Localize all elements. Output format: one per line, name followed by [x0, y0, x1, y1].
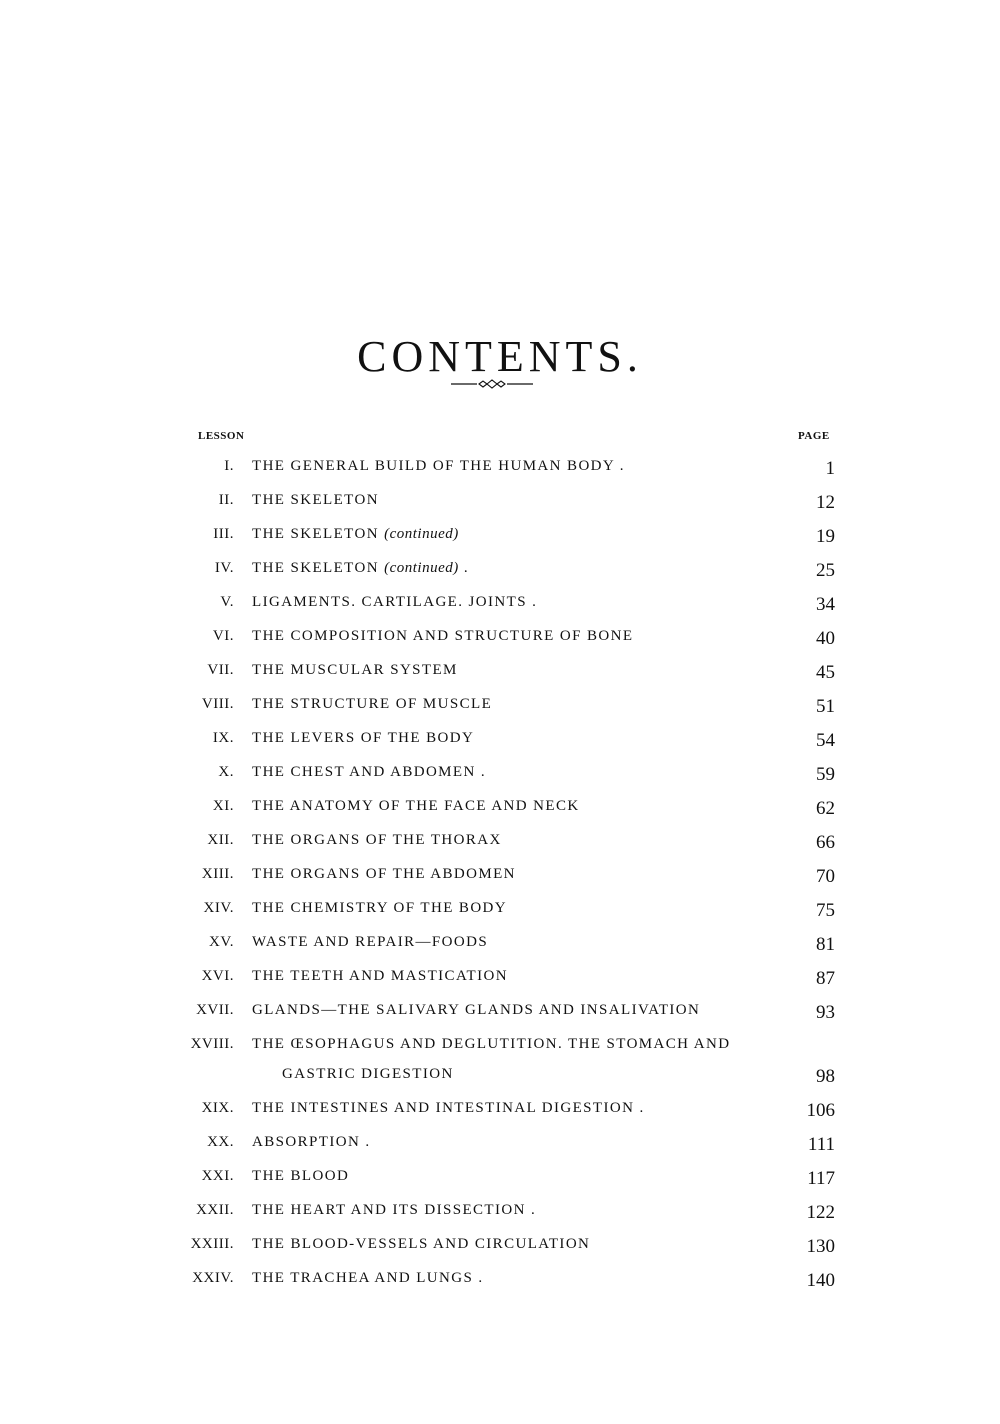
lesson-title-text: THE CHEMISTRY OF THE BODY: [252, 900, 508, 916]
page-number: 81: [816, 934, 835, 955]
lesson-number: XVI.: [201, 968, 234, 984]
toc-entry: [0, 1100, 1000, 1130]
lesson-number: XXI.: [201, 1168, 234, 1184]
lesson-number: XIX.: [201, 1100, 234, 1116]
lesson-title-text: LIGAMENTS. CARTILAGE. JOINTS .: [252, 594, 538, 610]
lesson-title: [252, 560, 469, 577]
toc-entry: [0, 832, 1000, 862]
toc-entry: [0, 628, 1000, 658]
lesson-number: VIII.: [201, 696, 234, 712]
lesson-title: [252, 1202, 536, 1219]
toc-entry: [0, 594, 1000, 624]
page-number: 70: [816, 866, 835, 887]
lesson-number: I.: [224, 458, 234, 474]
lesson-title-text: THE STRUCTURE OF MUSCLE: [252, 696, 493, 712]
page-number: 130: [806, 1236, 835, 1257]
lesson-title-text: THE ORGANS OF THE THORAX: [252, 832, 502, 848]
lesson-number: XII.: [207, 832, 234, 848]
lesson-title-text: THE ANATOMY OF THE FACE AND NECK: [252, 798, 580, 814]
page-number: 106: [806, 1100, 835, 1121]
lesson-title: [252, 1002, 700, 1019]
lesson-number: III.: [213, 526, 234, 542]
lesson-title-text: THE SKELETON: [252, 492, 379, 508]
toc-entry: [0, 730, 1000, 760]
lesson-title: [252, 832, 502, 849]
lesson-number: XX.: [207, 1134, 234, 1150]
lesson-title: [252, 458, 625, 475]
lesson-number: II.: [218, 492, 234, 508]
page-number: 25: [816, 560, 835, 581]
page-number: 122: [806, 1202, 835, 1223]
lesson-number: XIII.: [201, 866, 234, 882]
lesson-title: [252, 968, 508, 985]
lesson-title-text: WASTE AND REPAIR—FOODS: [252, 934, 489, 950]
lesson-number: XXII.: [196, 1202, 234, 1218]
toc-entry: [0, 866, 1000, 896]
page-number: 51: [816, 696, 835, 717]
toc-entry: [0, 968, 1000, 998]
lesson-title-text: THE ŒSOPHAGUS AND DEGLUTITION. THE STOMACH AND: [252, 1036, 731, 1052]
lesson-title-text: THE BLOOD-VESSELS AND CIRCULATION: [252, 1236, 591, 1252]
lesson-title: [252, 1270, 484, 1287]
lesson-title-suffix: .: [463, 560, 470, 576]
toc-entry: [0, 526, 1000, 556]
lesson-title: [252, 900, 507, 917]
lesson-number: XVIII.: [190, 1036, 234, 1052]
lesson-number: XVII.: [196, 1002, 234, 1018]
page-number: 45: [816, 662, 835, 683]
lesson-number: XV.: [209, 934, 234, 950]
lesson-number: XXIV.: [192, 1270, 234, 1286]
lesson-title: [252, 1036, 730, 1053]
toc-entry: [0, 900, 1000, 930]
page-number: 75: [816, 900, 835, 921]
toc-entry: [0, 1168, 1000, 1198]
ornament-divider: [451, 376, 533, 392]
page-number: 40: [816, 628, 835, 649]
page-title: CONTENTS.: [357, 332, 643, 382]
toc-entry: [0, 1270, 1000, 1300]
toc-entry: [0, 1002, 1000, 1032]
lesson-number: IV.: [214, 560, 234, 576]
page-number: 59: [816, 764, 835, 785]
lesson-title-continuation: GASTRIC DIGESTION: [282, 1066, 454, 1082]
lesson-title: [252, 492, 379, 509]
lesson-number: XI.: [212, 798, 234, 814]
lesson-title-text: THE SKELETON: [252, 526, 379, 542]
toc-entry: [0, 560, 1000, 590]
page-number: 12: [816, 492, 835, 513]
lesson-title-text: THE INTESTINES AND INTESTINAL DIGESTION .: [252, 1100, 645, 1116]
lesson-title-text: THE BLOOD: [252, 1168, 350, 1184]
lesson-number: XXIII.: [190, 1236, 234, 1252]
lesson-title: [252, 1134, 370, 1151]
page-number: 140: [806, 1270, 835, 1291]
page-number: 54: [816, 730, 835, 751]
toc-entry: [0, 662, 1000, 692]
lesson-title-text: THE COMPOSITION AND STRUCTURE OF BONE: [252, 628, 634, 644]
lesson-title-text: THE GENERAL BUILD OF THE HUMAN BODY .: [252, 458, 625, 474]
lesson-title-text: ABSORPTION .: [252, 1134, 371, 1150]
lesson-title-note: (continued): [384, 526, 459, 542]
lesson-number: XIV.: [203, 900, 234, 916]
lesson-title: [252, 730, 474, 747]
lesson-title-text: THE ORGANS OF THE ABDOMEN: [252, 866, 516, 882]
lesson-title-text: THE CHEST AND ABDOMEN .: [252, 764, 487, 780]
toc-entry: [0, 934, 1000, 964]
page-number: 111: [807, 1134, 835, 1155]
lesson-title: [252, 764, 486, 781]
lesson-title-text: GLANDS—THE SALIVARY GLANDS AND INSALIVATION: [252, 1002, 701, 1018]
toc-entry: [0, 492, 1000, 522]
lesson-title: [252, 866, 516, 883]
lesson-number: X.: [218, 764, 234, 780]
lesson-title: [252, 934, 488, 951]
toc-entry: [0, 764, 1000, 794]
lesson-title-text: THE SKELETON: [252, 560, 379, 576]
toc-entry: [0, 696, 1000, 726]
lesson-column-header: LESSON: [198, 430, 245, 442]
lesson-title-text: THE LEVERS OF THE BODY: [252, 730, 475, 746]
page-number: 87: [816, 968, 835, 989]
page-number: 117: [807, 1168, 835, 1189]
page-number: 62: [816, 798, 835, 819]
lesson-number: IX.: [212, 730, 234, 746]
toc-entry: [0, 458, 1000, 488]
page-column-header: PAGE: [798, 430, 830, 442]
page-number: 98: [816, 1066, 835, 1087]
lesson-title: [252, 628, 633, 645]
page-number: 1: [825, 458, 835, 479]
toc-entry: [0, 1202, 1000, 1232]
page-number: 34: [816, 594, 835, 615]
lesson-title-text: THE TRACHEA AND LUNGS .: [252, 1270, 484, 1286]
toc-entry: [0, 1236, 1000, 1266]
lesson-title: [252, 1100, 645, 1117]
lesson-title: [252, 662, 458, 679]
lesson-number: VII.: [207, 662, 234, 678]
page-number: 19: [816, 526, 835, 547]
lesson-number: VI.: [212, 628, 234, 644]
lesson-title: [252, 1168, 349, 1185]
lesson-title: [252, 1236, 590, 1253]
lesson-title: [252, 696, 492, 713]
lesson-title: [252, 798, 580, 815]
lesson-title: [252, 594, 537, 611]
toc-entry: [0, 1036, 1000, 1098]
page-number: 66: [816, 832, 835, 853]
lesson-title-text: THE HEART AND ITS DISSECTION .: [252, 1202, 537, 1218]
lesson-title-note: (continued): [384, 560, 459, 576]
page-number: 93: [816, 1002, 835, 1023]
toc-entry: [0, 1134, 1000, 1164]
lesson-title-text: THE MUSCULAR SYSTEM: [252, 662, 458, 678]
lesson-title: [252, 526, 459, 543]
toc-entry: [0, 798, 1000, 828]
lesson-number: V.: [220, 594, 234, 610]
lesson-title-text: THE TEETH AND MASTICATION: [252, 968, 508, 984]
